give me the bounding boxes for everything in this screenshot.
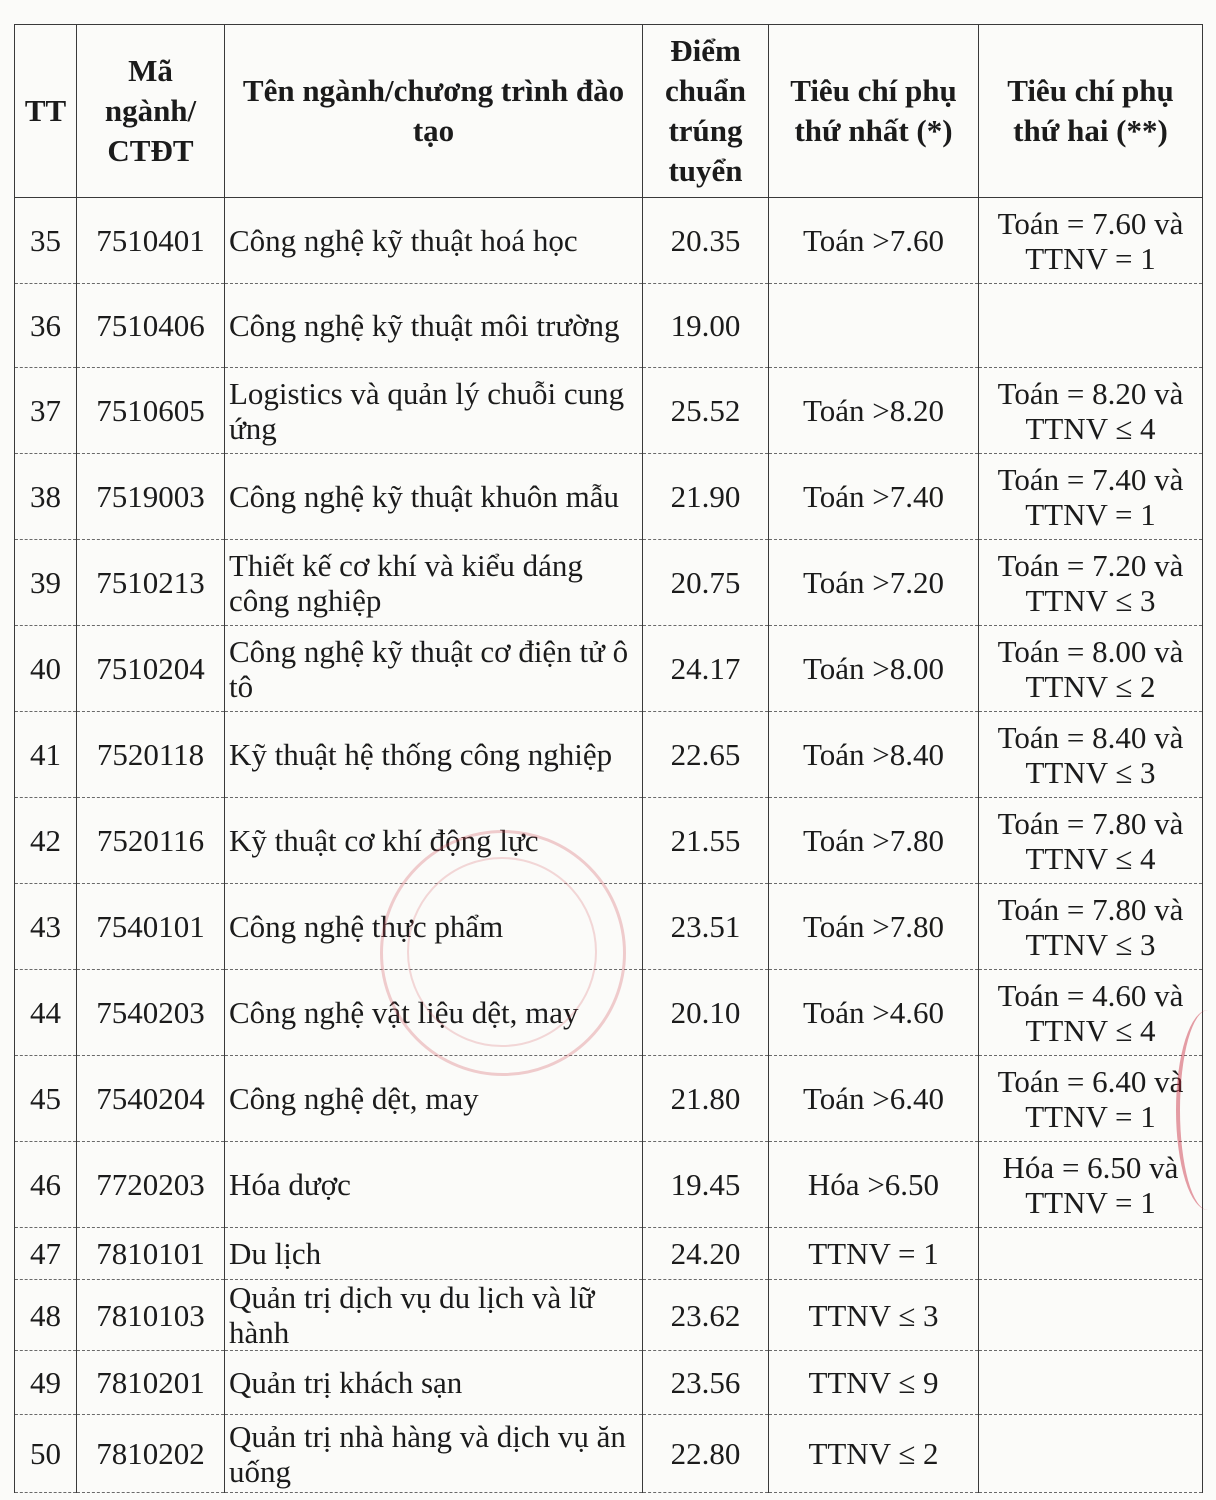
row-criterion-1: Toán >7.80 [769, 798, 979, 884]
row-cutoff-score: 22.65 [643, 712, 769, 798]
row-program-name: Công nghệ kỹ thuật cơ điện tử ô tô [225, 626, 643, 712]
header-tt: TT [15, 25, 77, 198]
row-criterion-1: Toán >8.40 [769, 712, 979, 798]
row-program-name: Thiết kế cơ khí và kiểu dáng công nghiệp [225, 540, 643, 626]
row-criterion-1: TTNV ≤ 2 [769, 1415, 979, 1493]
row-cutoff-score: 20.75 [643, 540, 769, 626]
row-major-code: 7520118 [77, 712, 225, 798]
row-cutoff-score: 21.55 [643, 798, 769, 884]
row-tt: 38 [15, 454, 77, 540]
row-program-name: Quản trị dịch vụ du lịch và lữ hành [225, 1280, 643, 1351]
row-tt: 49 [15, 1351, 77, 1415]
row-cutoff-score: 19.00 [643, 284, 769, 368]
table-row [15, 626, 1203, 712]
table-row [15, 284, 1203, 368]
row-criterion-2: Toán = 8.40 và TTNV ≤ 3 [979, 712, 1203, 798]
row-criterion-2 [979, 1280, 1203, 1351]
row-cutoff-score: 24.17 [643, 626, 769, 712]
row-program-name: Công nghệ vật liệu dệt, may [225, 970, 643, 1056]
row-program-name: Công nghệ dệt, may [225, 1056, 643, 1142]
row-tt: 43 [15, 884, 77, 970]
row-major-code: 7540204 [77, 1056, 225, 1142]
row-tt: 40 [15, 626, 77, 712]
row-criterion-1: TTNV ≤ 3 [769, 1280, 979, 1351]
row-program-name: Quản trị khách sạn [225, 1351, 643, 1415]
row-major-code: 7519003 [77, 454, 225, 540]
row-tt: 41 [15, 712, 77, 798]
row-major-code: 7510401 [77, 198, 225, 284]
row-criterion-2: Hóa = 6.50 và TTNV = 1 [979, 1142, 1203, 1228]
row-tt: 37 [15, 368, 77, 454]
row-tt: 36 [15, 284, 77, 368]
table-header [15, 25, 1203, 198]
row-tt: 35 [15, 198, 77, 284]
header-program-name: Tên ngành/chương trình đào tạo [225, 25, 643, 198]
row-major-code: 7510204 [77, 626, 225, 712]
row-criterion-2: Toán = 7.60 và TTNV = 1 [979, 198, 1203, 284]
row-tt: 46 [15, 1142, 77, 1228]
table-body [15, 198, 1203, 1493]
row-major-code: 7510213 [77, 540, 225, 626]
table-row [15, 970, 1203, 1056]
row-criterion-2: Toán = 4.60 và TTNV ≤ 4 [979, 970, 1203, 1056]
row-tt: 45 [15, 1056, 77, 1142]
table-row [15, 1228, 1203, 1280]
row-criterion-1: TTNV ≤ 9 [769, 1351, 979, 1415]
row-criterion-1: Toán >7.60 [769, 198, 979, 284]
row-criterion-1: TTNV = 1 [769, 1228, 979, 1280]
row-major-code: 7810201 [77, 1351, 225, 1415]
row-tt: 50 [15, 1415, 77, 1493]
table-row [15, 884, 1203, 970]
row-major-code: 7810101 [77, 1228, 225, 1280]
row-criterion-2: Toán = 7.40 và TTNV = 1 [979, 454, 1203, 540]
row-major-code: 7540101 [77, 884, 225, 970]
row-cutoff-score: 19.45 [643, 1142, 769, 1228]
row-cutoff-score: 24.20 [643, 1228, 769, 1280]
row-program-name: Công nghệ kỹ thuật môi trường [225, 284, 643, 368]
row-program-name: Công nghệ kỹ thuật khuôn mẫu [225, 454, 643, 540]
table-row [15, 712, 1203, 798]
row-cutoff-score: 25.52 [643, 368, 769, 454]
row-criterion-2: Toán = 8.00 và TTNV ≤ 2 [979, 626, 1203, 712]
row-major-code: 7510605 [77, 368, 225, 454]
row-program-name: Quản trị nhà hàng và dịch vụ ăn uống [225, 1415, 643, 1493]
row-major-code: 7810202 [77, 1415, 225, 1493]
row-cutoff-score: 23.51 [643, 884, 769, 970]
row-program-name: Công nghệ thực phẩm [225, 884, 643, 970]
row-criterion-1: Toán >8.00 [769, 626, 979, 712]
table-row [15, 540, 1203, 626]
row-criterion-2 [979, 1351, 1203, 1415]
row-program-name: Kỹ thuật cơ khí động lực [225, 798, 643, 884]
table-row [15, 1280, 1203, 1351]
row-criterion-1: Toán >4.60 [769, 970, 979, 1056]
header-major-code: Mã ngành/ CTĐT [77, 25, 225, 198]
row-tt: 39 [15, 540, 77, 626]
row-program-name: Hóa dược [225, 1142, 643, 1228]
row-major-code: 7540203 [77, 970, 225, 1056]
row-criterion-1: Toán >7.80 [769, 884, 979, 970]
table-row [15, 198, 1203, 284]
row-criterion-2: Toán = 7.20 và TTNV ≤ 3 [979, 540, 1203, 626]
row-cutoff-score: 22.80 [643, 1415, 769, 1493]
row-criterion-1: Toán >8.20 [769, 368, 979, 454]
row-cutoff-score: 20.10 [643, 970, 769, 1056]
table-row [15, 1142, 1203, 1228]
row-program-name: Du lịch [225, 1228, 643, 1280]
row-cutoff-score: 23.56 [643, 1351, 769, 1415]
header-criterion-2: Tiêu chí phụ thứ hai (**) [979, 25, 1203, 198]
row-major-code: 7520116 [77, 798, 225, 884]
header-criterion-1: Tiêu chí phụ thứ nhất (*) [769, 25, 979, 198]
row-criterion-1 [769, 284, 979, 368]
row-criterion-2: Toán = 7.80 và TTNV ≤ 3 [979, 884, 1203, 970]
row-cutoff-score: 20.35 [643, 198, 769, 284]
table-row [15, 1056, 1203, 1142]
header-row [15, 25, 1203, 198]
row-tt: 48 [15, 1280, 77, 1351]
table-row [15, 1415, 1203, 1493]
row-criterion-2: Toán = 8.20 và TTNV ≤ 4 [979, 368, 1203, 454]
row-program-name: Logistics và quản lý chuỗi cung ứng [225, 368, 643, 454]
row-tt: 44 [15, 970, 77, 1056]
row-criterion-2 [979, 284, 1203, 368]
row-cutoff-score: 23.62 [643, 1280, 769, 1351]
row-criterion-1: Toán >6.40 [769, 1056, 979, 1142]
row-criterion-1: Hóa >6.50 [769, 1142, 979, 1228]
table-row [15, 798, 1203, 884]
row-tt: 42 [15, 798, 77, 884]
row-major-code: 7510406 [77, 284, 225, 368]
row-criterion-1: Toán >7.40 [769, 454, 979, 540]
row-program-name: Công nghệ kỹ thuật hoá học [225, 198, 643, 284]
header-cutoff-score: Điểm chuẩn trúng tuyển [643, 25, 769, 198]
row-major-code: 7720203 [77, 1142, 225, 1228]
row-program-name: Kỹ thuật hệ thống công nghiệp [225, 712, 643, 798]
admission-scores-table [14, 24, 1203, 1493]
row-cutoff-score: 21.80 [643, 1056, 769, 1142]
row-criterion-2 [979, 1228, 1203, 1280]
table-row [15, 368, 1203, 454]
row-criterion-2: Toán = 6.40 và TTNV = 1 [979, 1056, 1203, 1142]
row-criterion-2: Toán = 7.80 và TTNV ≤ 4 [979, 798, 1203, 884]
table-row [15, 454, 1203, 540]
row-cutoff-score: 21.90 [643, 454, 769, 540]
row-criterion-1: Toán >7.20 [769, 540, 979, 626]
row-tt: 47 [15, 1228, 77, 1280]
row-major-code: 7810103 [77, 1280, 225, 1351]
table-row [15, 1351, 1203, 1415]
row-criterion-2 [979, 1415, 1203, 1493]
